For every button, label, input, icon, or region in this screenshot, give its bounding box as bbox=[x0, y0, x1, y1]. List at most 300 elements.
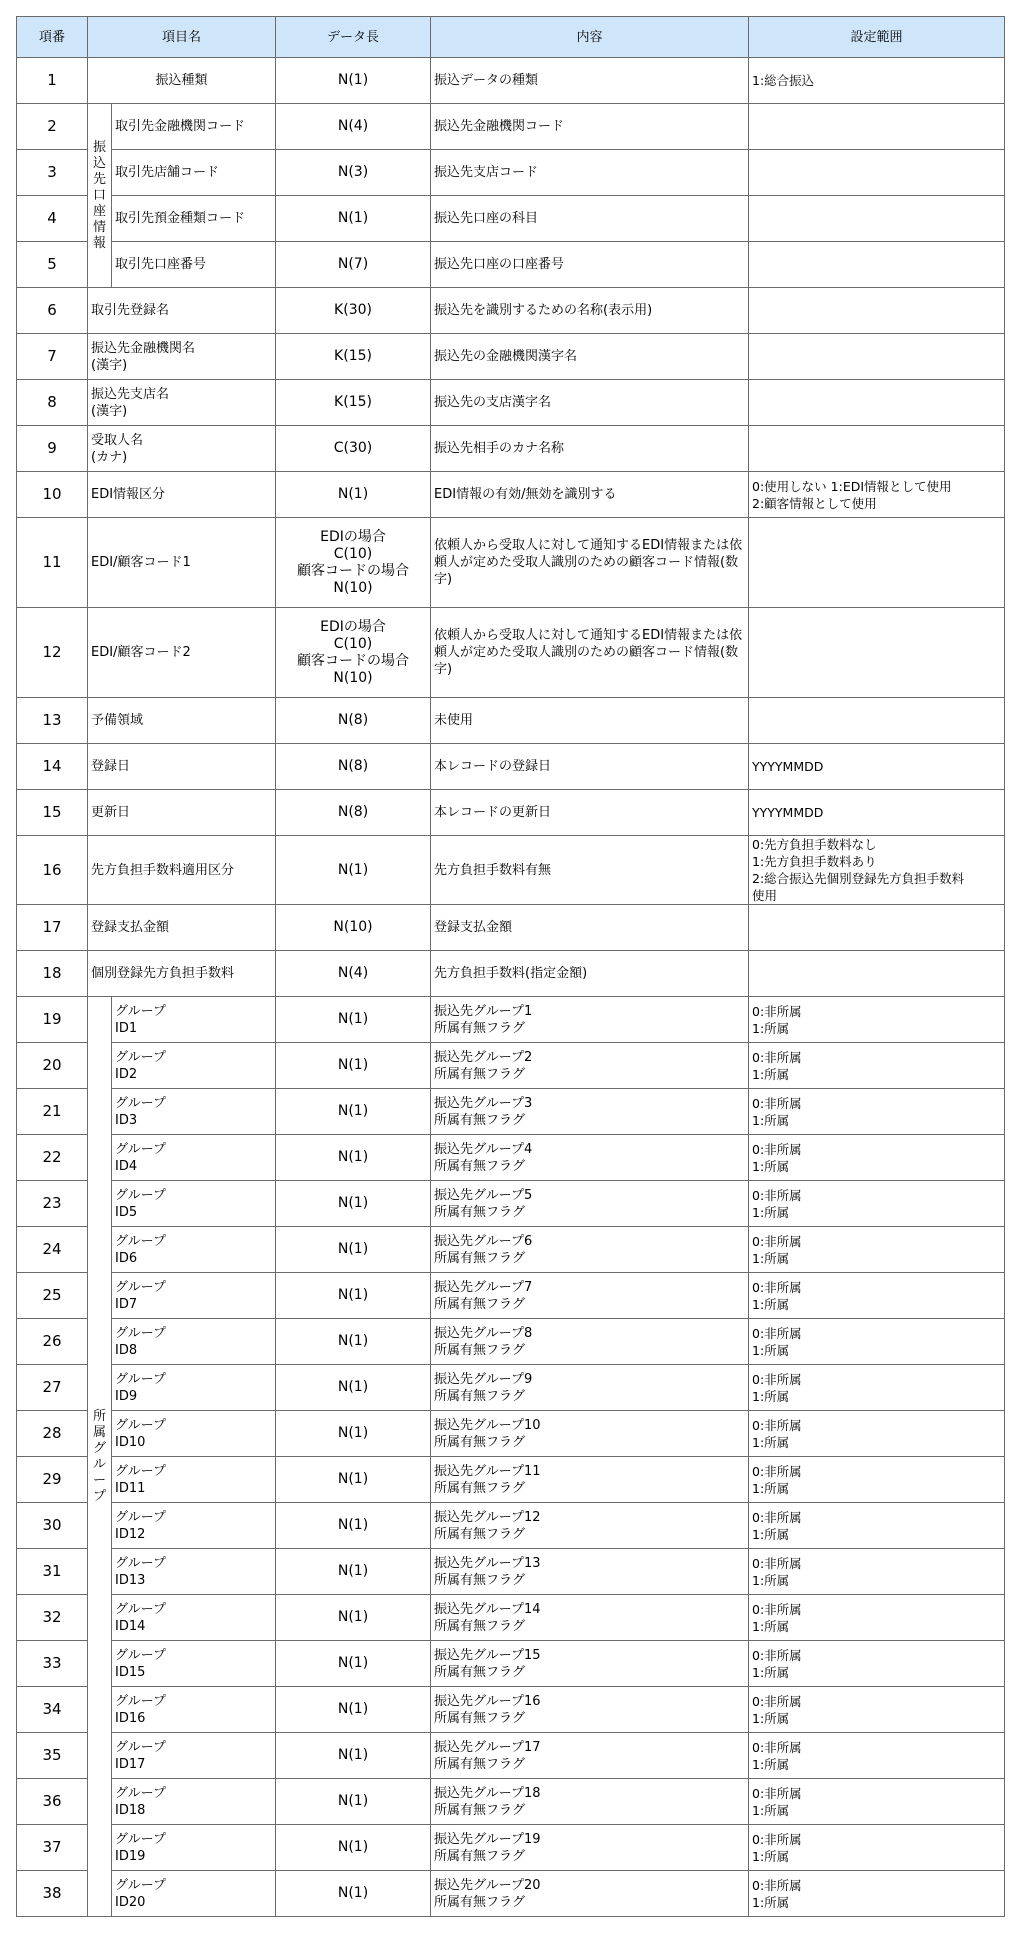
row-number bbox=[17, 1641, 88, 1687]
field-description-text: 所属有無フラグ bbox=[434, 1756, 526, 1772]
field-description-text: 所属有無フラグ bbox=[434, 1020, 526, 1036]
field-description-text: 振込先の金融機関漢字名 bbox=[434, 349, 578, 364]
table-row bbox=[17, 426, 1005, 472]
row-number-text: 26 bbox=[42, 1332, 62, 1350]
field-name-text: (カナ) bbox=[91, 449, 128, 465]
row-number-text: 38 bbox=[42, 1884, 62, 1902]
group-membership-label bbox=[88, 997, 112, 1917]
field-name bbox=[112, 1365, 276, 1411]
row-number-text: 27 bbox=[42, 1378, 62, 1396]
field-description-text: 振込先相手のカナ名称 bbox=[434, 441, 565, 456]
data-length-text: C(30) bbox=[333, 440, 373, 456]
field-description-text: 振込先口座の口座番号 bbox=[434, 257, 565, 272]
setting-range bbox=[749, 1549, 1005, 1595]
row-number bbox=[17, 1595, 88, 1641]
field-name-text: グループ bbox=[115, 1187, 166, 1203]
data-length-text: C(10) bbox=[333, 635, 373, 652]
table-row bbox=[17, 196, 1005, 242]
field-name bbox=[112, 1227, 276, 1273]
field-name bbox=[88, 472, 276, 518]
field-name-text: 受取人名 bbox=[91, 432, 144, 448]
setting-range-text: 1:所属 bbox=[752, 1250, 790, 1266]
data-length bbox=[276, 1871, 431, 1917]
field-name-text: グループ bbox=[115, 1601, 166, 1617]
row-number bbox=[17, 58, 88, 104]
data-length-text: N(1) bbox=[337, 1333, 369, 1349]
field-name-text: EDI/顧客コード2 bbox=[91, 645, 191, 660]
field-description bbox=[431, 426, 749, 472]
field-description-text: 振込先金融機関コード bbox=[434, 119, 565, 134]
setting-range bbox=[749, 608, 1005, 698]
data-length bbox=[276, 1733, 431, 1779]
field-name bbox=[112, 1779, 276, 1825]
row-number-text: 29 bbox=[42, 1470, 62, 1488]
field-name-text: ID20 bbox=[115, 1894, 146, 1910]
field-description bbox=[431, 1181, 749, 1227]
setting-range-text: 0:非所属 bbox=[752, 1049, 802, 1065]
setting-range bbox=[749, 744, 1005, 790]
row-number bbox=[17, 905, 88, 951]
account-info-group-text: 振込先口座情報 bbox=[92, 139, 106, 251]
data-length bbox=[276, 744, 431, 790]
row-number-text: 32 bbox=[42, 1608, 62, 1626]
field-name bbox=[88, 58, 276, 104]
field-description-text: 振込先グループ3 bbox=[434, 1095, 533, 1111]
field-name-text: ID7 bbox=[115, 1296, 138, 1312]
row-number bbox=[17, 426, 88, 472]
field-name-text: ID6 bbox=[115, 1250, 138, 1266]
field-description-text: 振込先グループ1 bbox=[434, 1003, 533, 1019]
field-description-text: 所属有無フラグ bbox=[434, 1066, 526, 1082]
table-row bbox=[17, 1273, 1005, 1319]
data-length bbox=[276, 1227, 431, 1273]
field-name-text: グループ bbox=[115, 1647, 166, 1663]
setting-range-text: 0:非所属 bbox=[752, 1141, 802, 1157]
row-number-text: 7 bbox=[47, 347, 57, 365]
data-length-text: N(1) bbox=[337, 1057, 369, 1073]
field-description-text: 振込先グループ4 bbox=[434, 1141, 533, 1157]
field-name-text: 予備領域 bbox=[91, 713, 144, 728]
setting-range-text: 0:非所属 bbox=[752, 1601, 802, 1617]
row-number bbox=[17, 104, 88, 150]
field-description bbox=[431, 698, 749, 744]
field-name bbox=[112, 1549, 276, 1595]
data-length bbox=[276, 608, 431, 698]
setting-range-text: 0:非所属 bbox=[752, 1371, 802, 1387]
row-number-text: 24 bbox=[42, 1240, 62, 1258]
setting-range bbox=[749, 380, 1005, 426]
field-description-text: 振込先グループ11 bbox=[434, 1463, 541, 1479]
table-row bbox=[17, 997, 1005, 1043]
setting-range-text: 0:非所属 bbox=[752, 1785, 802, 1801]
field-name bbox=[112, 150, 276, 196]
field-name bbox=[88, 288, 276, 334]
table-row bbox=[17, 334, 1005, 380]
table-row bbox=[17, 1043, 1005, 1089]
data-length-text: N(1) bbox=[337, 1425, 369, 1441]
setting-range-text: 1:所属 bbox=[752, 1894, 790, 1910]
data-length bbox=[276, 1595, 431, 1641]
field-name bbox=[88, 836, 276, 905]
table-row bbox=[17, 58, 1005, 104]
data-length-text: N(3) bbox=[337, 164, 369, 180]
field-description-text: 振込先グループ20 bbox=[434, 1877, 541, 1893]
table-row bbox=[17, 744, 1005, 790]
field-description-text: 振込先グループ18 bbox=[434, 1785, 541, 1801]
setting-range-text: 0:非所属 bbox=[752, 1417, 802, 1433]
field-name bbox=[112, 1043, 276, 1089]
field-name-text: ID19 bbox=[115, 1848, 146, 1864]
setting-range bbox=[749, 1641, 1005, 1687]
data-length bbox=[276, 242, 431, 288]
field-name-text: グループ bbox=[115, 1049, 166, 1065]
table-row bbox=[17, 1871, 1005, 1917]
setting-range-text: 2:総合振込先個別登録先方負担手数料 bbox=[752, 871, 965, 886]
data-length-text: N(1) bbox=[337, 1655, 369, 1671]
row-number-text: 33 bbox=[42, 1654, 62, 1672]
row-number bbox=[17, 196, 88, 242]
field-description-text: 所属有無フラグ bbox=[434, 1296, 526, 1312]
field-name-text: グループ bbox=[115, 1095, 166, 1111]
field-description bbox=[431, 1641, 749, 1687]
setting-range-text: YYYYMMDD bbox=[752, 805, 824, 820]
field-description-text: 所属有無フラグ bbox=[434, 1112, 526, 1128]
header-description: 内容 bbox=[431, 17, 749, 58]
field-name bbox=[88, 518, 276, 608]
row-number-text: 30 bbox=[42, 1516, 62, 1534]
data-length bbox=[276, 1549, 431, 1595]
field-description-text: 振込先グループ14 bbox=[434, 1601, 541, 1617]
data-length-text: N(1) bbox=[337, 1517, 369, 1533]
field-name bbox=[88, 698, 276, 744]
setting-range bbox=[749, 518, 1005, 608]
field-name-text: グループ bbox=[115, 1693, 166, 1709]
field-description-text: 登録支払金額 bbox=[434, 920, 513, 935]
table-row bbox=[17, 951, 1005, 997]
table-row bbox=[17, 1365, 1005, 1411]
row-number bbox=[17, 1457, 88, 1503]
row-number bbox=[17, 288, 88, 334]
field-name bbox=[112, 1687, 276, 1733]
field-name bbox=[88, 608, 276, 698]
field-description-text: 振込先グループ2 bbox=[434, 1049, 533, 1065]
field-name bbox=[88, 380, 276, 426]
data-length bbox=[276, 790, 431, 836]
header-no: 項番 bbox=[17, 17, 88, 58]
data-length-text: 顧客コードの場合 bbox=[297, 562, 410, 579]
field-name-text: グループ bbox=[115, 1877, 166, 1893]
field-name-text: 登録支払金額 bbox=[91, 920, 170, 935]
field-description bbox=[431, 58, 749, 104]
field-description bbox=[431, 518, 749, 608]
field-name bbox=[112, 242, 276, 288]
field-description-text: 所属有無フラグ bbox=[434, 1710, 526, 1726]
field-description bbox=[431, 334, 749, 380]
field-description bbox=[431, 1549, 749, 1595]
field-description-text: 振込先グループ8 bbox=[434, 1325, 533, 1341]
data-length-text: N(1) bbox=[337, 861, 369, 878]
setting-range-text: 0:非所属 bbox=[752, 1693, 802, 1709]
setting-range-text: 1:所属 bbox=[752, 1204, 790, 1220]
setting-range bbox=[749, 426, 1005, 472]
table-row bbox=[17, 1319, 1005, 1365]
row-number bbox=[17, 334, 88, 380]
table-row bbox=[17, 518, 1005, 608]
field-description-text: 振込先グループ9 bbox=[434, 1371, 533, 1387]
field-name-text: グループ bbox=[115, 1555, 166, 1571]
row-number-text: 12 bbox=[42, 643, 62, 661]
field-description-text: 振込先グループ17 bbox=[434, 1739, 541, 1755]
field-description bbox=[431, 1089, 749, 1135]
data-length-text: N(1) bbox=[337, 1149, 369, 1165]
setting-range bbox=[749, 836, 1005, 905]
field-description-text: 本レコードの更新日 bbox=[434, 805, 552, 820]
table-row bbox=[17, 1181, 1005, 1227]
table-row bbox=[17, 790, 1005, 836]
field-name-text: グループ bbox=[115, 1141, 166, 1157]
field-name bbox=[112, 104, 276, 150]
field-name-text: ID8 bbox=[115, 1342, 138, 1358]
table-row bbox=[17, 1135, 1005, 1181]
row-number-text: 5 bbox=[47, 255, 57, 273]
row-number-text: 37 bbox=[42, 1838, 62, 1856]
field-description bbox=[431, 790, 749, 836]
data-length bbox=[276, 380, 431, 426]
field-name-text: グループ bbox=[115, 1279, 166, 1295]
setting-range bbox=[749, 334, 1005, 380]
row-number bbox=[17, 1503, 88, 1549]
account-info-group-label bbox=[88, 104, 112, 288]
row-number-text: 2 bbox=[47, 117, 57, 135]
field-description bbox=[431, 744, 749, 790]
setting-range bbox=[749, 1595, 1005, 1641]
data-length bbox=[276, 1503, 431, 1549]
data-length bbox=[276, 334, 431, 380]
row-number bbox=[17, 698, 88, 744]
field-description bbox=[431, 1227, 749, 1273]
field-name-text: グループ bbox=[115, 1233, 166, 1249]
field-description bbox=[431, 242, 749, 288]
row-number bbox=[17, 951, 88, 997]
setting-range-text: 1:所属 bbox=[752, 1480, 790, 1496]
field-description bbox=[431, 836, 749, 905]
field-description-text: 所属有無フラグ bbox=[434, 1664, 526, 1680]
field-description bbox=[431, 1319, 749, 1365]
setting-range bbox=[749, 196, 1005, 242]
field-description bbox=[431, 472, 749, 518]
data-length-text: EDIの場合 bbox=[320, 528, 386, 545]
field-name-text: ID16 bbox=[115, 1710, 146, 1726]
field-description-text: 振込先を識別するための名称(表示用) bbox=[434, 303, 653, 318]
data-length-text: N(1) bbox=[337, 1885, 369, 1901]
data-length-text: K(15) bbox=[334, 394, 372, 410]
data-length bbox=[276, 196, 431, 242]
setting-range bbox=[749, 1503, 1005, 1549]
row-number bbox=[17, 518, 88, 608]
field-name bbox=[88, 334, 276, 380]
field-description-text: 振込先支店コード bbox=[434, 165, 539, 180]
data-length bbox=[276, 1181, 431, 1227]
table-row bbox=[17, 1825, 1005, 1871]
row-number-text: 18 bbox=[42, 964, 62, 982]
field-description bbox=[431, 1365, 749, 1411]
setting-range bbox=[749, 698, 1005, 744]
data-length-text: N(1) bbox=[337, 1609, 369, 1625]
field-name bbox=[112, 1411, 276, 1457]
data-length-text: N(1) bbox=[337, 1471, 369, 1487]
setting-range bbox=[749, 905, 1005, 951]
field-description bbox=[431, 608, 749, 698]
setting-range-text: 1:所属 bbox=[752, 1296, 790, 1312]
setting-range-text: 1:所属 bbox=[752, 1388, 790, 1404]
data-length bbox=[276, 1457, 431, 1503]
field-name-text: ID12 bbox=[115, 1526, 146, 1542]
row-number-text: 19 bbox=[42, 1010, 62, 1028]
field-name-text: ID5 bbox=[115, 1204, 138, 1220]
group-membership-text: 所属グループ bbox=[92, 1408, 106, 1504]
setting-range bbox=[749, 1457, 1005, 1503]
table-row bbox=[17, 1549, 1005, 1595]
row-number bbox=[17, 1365, 88, 1411]
field-description bbox=[431, 1687, 749, 1733]
row-number bbox=[17, 1089, 88, 1135]
setting-range bbox=[749, 104, 1005, 150]
field-name-text: (漢字) bbox=[91, 357, 128, 373]
data-length bbox=[276, 1043, 431, 1089]
data-length-text: N(1) bbox=[337, 1747, 369, 1763]
row-number bbox=[17, 1135, 88, 1181]
data-length-text: N(10) bbox=[333, 919, 373, 935]
data-length bbox=[276, 1135, 431, 1181]
row-number bbox=[17, 1411, 88, 1457]
setting-range-text: 1:所属 bbox=[752, 1342, 790, 1358]
data-length-text: 顧客コードの場合 bbox=[297, 652, 410, 669]
data-length bbox=[276, 905, 431, 951]
field-name-text: ID3 bbox=[115, 1112, 138, 1128]
setting-range bbox=[749, 242, 1005, 288]
field-description-text: 所属有無フラグ bbox=[434, 1572, 526, 1588]
setting-range bbox=[749, 951, 1005, 997]
setting-range-text: 0:非所属 bbox=[752, 1877, 802, 1893]
row-number-text: 9 bbox=[47, 439, 57, 457]
data-length-text: N(1) bbox=[337, 210, 369, 226]
field-description bbox=[431, 150, 749, 196]
field-name-text: グループ bbox=[115, 1417, 166, 1433]
field-spec-table bbox=[16, 16, 1005, 1917]
table-row bbox=[17, 242, 1005, 288]
field-name bbox=[112, 1181, 276, 1227]
setting-range bbox=[749, 1733, 1005, 1779]
setting-range-text: 0:非所属 bbox=[752, 1095, 802, 1111]
row-number-text: 3 bbox=[47, 163, 57, 181]
setting-range-text: 0:非所属 bbox=[752, 1555, 802, 1571]
row-number-text: 11 bbox=[42, 553, 62, 571]
data-length bbox=[276, 150, 431, 196]
row-number-text: 22 bbox=[42, 1148, 62, 1166]
setting-range-text: 1:総合振込 bbox=[752, 73, 815, 88]
data-length-text: N(10) bbox=[333, 669, 373, 686]
setting-range-text: 1:所属 bbox=[752, 1526, 790, 1542]
row-number bbox=[17, 380, 88, 426]
data-length-text: N(1) bbox=[337, 1701, 369, 1717]
data-length-text: N(1) bbox=[337, 1287, 369, 1303]
field-name bbox=[112, 1641, 276, 1687]
data-length-text: N(7) bbox=[337, 256, 369, 272]
field-description-text: 未使用 bbox=[434, 713, 474, 728]
field-description-text: EDI情報の有効/無効を識別する bbox=[434, 487, 617, 502]
field-description-text: 所属有無フラグ bbox=[434, 1618, 526, 1634]
field-description-text: 振込先グループ12 bbox=[434, 1509, 541, 1525]
field-name bbox=[112, 997, 276, 1043]
row-number bbox=[17, 1043, 88, 1089]
field-description-text: 振込先グループ10 bbox=[434, 1417, 541, 1433]
field-name bbox=[112, 1595, 276, 1641]
field-name bbox=[112, 1089, 276, 1135]
setting-range bbox=[749, 997, 1005, 1043]
field-description-text: 所属有無フラグ bbox=[434, 1388, 526, 1404]
table-row bbox=[17, 1595, 1005, 1641]
field-name-text: グループ bbox=[115, 1463, 166, 1479]
field-name bbox=[88, 744, 276, 790]
row-number bbox=[17, 242, 88, 288]
row-number bbox=[17, 1227, 88, 1273]
field-description bbox=[431, 1043, 749, 1089]
table-row bbox=[17, 150, 1005, 196]
field-description bbox=[431, 1503, 749, 1549]
row-number bbox=[17, 1181, 88, 1227]
field-name-text: ID2 bbox=[115, 1066, 138, 1082]
data-length bbox=[276, 1641, 431, 1687]
field-description bbox=[431, 1135, 749, 1181]
field-name-text: ID18 bbox=[115, 1802, 146, 1818]
row-number bbox=[17, 1779, 88, 1825]
row-number-text: 35 bbox=[42, 1746, 62, 1764]
data-length-text: N(4) bbox=[337, 965, 369, 981]
field-name-text: ID11 bbox=[115, 1480, 146, 1496]
field-description-text: 振込先口座の科目 bbox=[434, 211, 539, 226]
data-length-text: K(15) bbox=[334, 348, 372, 364]
field-description bbox=[431, 288, 749, 334]
row-number-text: 31 bbox=[42, 1562, 62, 1580]
row-number bbox=[17, 608, 88, 698]
setting-range-text: 1:所属 bbox=[752, 1618, 790, 1634]
field-name-text: ID13 bbox=[115, 1572, 146, 1588]
field-description bbox=[431, 1411, 749, 1457]
header-range: 設定範囲 bbox=[749, 17, 1005, 58]
setting-range bbox=[749, 1365, 1005, 1411]
header-length: データ長 bbox=[276, 17, 431, 58]
setting-range bbox=[749, 1319, 1005, 1365]
field-description bbox=[431, 1779, 749, 1825]
field-name bbox=[88, 905, 276, 951]
row-number-text: 28 bbox=[42, 1424, 62, 1442]
table-row bbox=[17, 1641, 1005, 1687]
field-description-text: 振込先グループ6 bbox=[434, 1233, 533, 1249]
field-name bbox=[88, 790, 276, 836]
setting-range-text: 0:非所属 bbox=[752, 1003, 802, 1019]
row-number-text: 4 bbox=[47, 209, 57, 227]
field-description bbox=[431, 905, 749, 951]
field-name bbox=[112, 1273, 276, 1319]
field-description bbox=[431, 1871, 749, 1917]
field-description bbox=[431, 1457, 749, 1503]
row-number bbox=[17, 744, 88, 790]
field-description bbox=[431, 1733, 749, 1779]
table-row bbox=[17, 905, 1005, 951]
data-length bbox=[276, 472, 431, 518]
setting-range bbox=[749, 790, 1005, 836]
field-description-text: 依頼人から受取人に対して通知するEDI情報または依頼人が定めた受取人識別のための顧客コード情報(数字) bbox=[434, 538, 743, 587]
